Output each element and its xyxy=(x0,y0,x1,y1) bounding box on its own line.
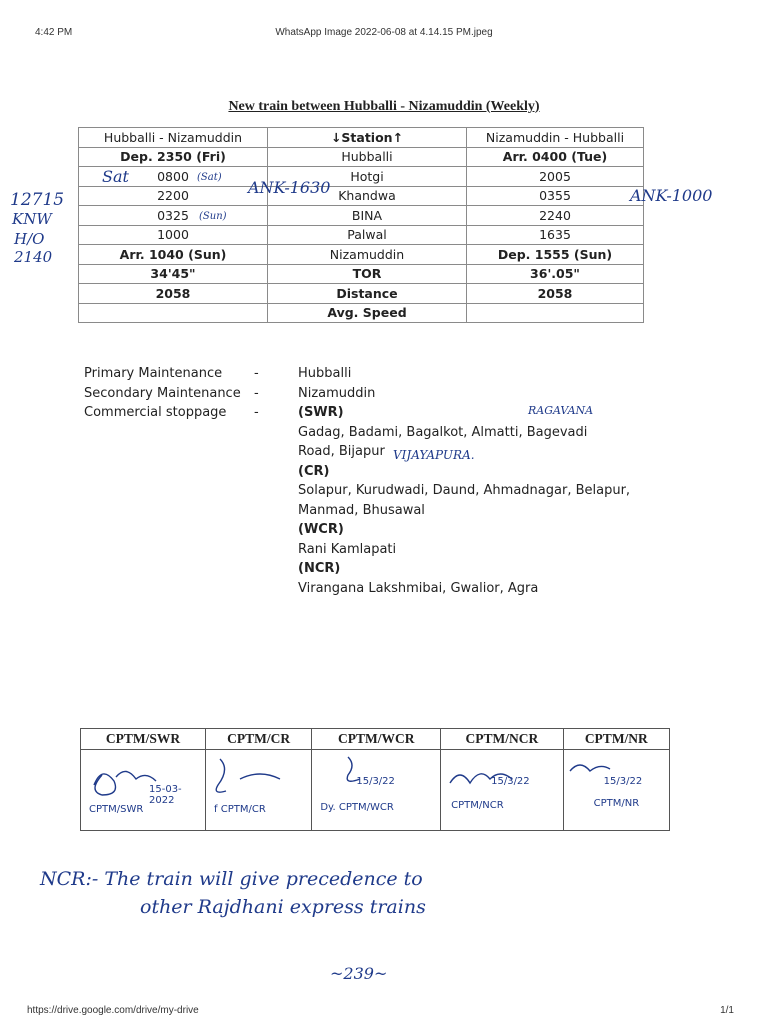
station-name: Palwal xyxy=(268,225,467,245)
secondary-maintenance-label: Secondary Maintenance xyxy=(84,385,241,401)
margin-note: 12715 xyxy=(10,190,65,210)
signature-header: CPTM/NR xyxy=(563,729,669,750)
schedule-row xyxy=(79,186,644,206)
signature-header: CPTM/WCR xyxy=(312,729,441,750)
signature-header: CPTM/SWR xyxy=(81,729,206,750)
stoppage-stations: Manmad, Bhusawal xyxy=(298,502,425,518)
margin-note: 2140 xyxy=(14,248,53,266)
signature-note: 15/3/22 xyxy=(356,776,395,787)
print-time: 4:42 PM xyxy=(35,27,73,38)
margin-note: H/O xyxy=(14,230,45,248)
down-time: 2058 xyxy=(79,284,268,304)
station-name: Avg. Speed xyxy=(268,303,467,323)
signature-note: 15/3/22 xyxy=(603,776,643,787)
down-time: Dep. 2350 (Fri) xyxy=(79,147,268,167)
vijayapura-note: VIJAYAPURA. xyxy=(393,448,475,462)
up-time: 2005 xyxy=(467,167,644,187)
schedule-row xyxy=(79,206,644,226)
dash: - xyxy=(254,366,259,381)
ncr-note-line2: other Rajdhani express trains xyxy=(140,896,426,918)
stoppage-stations: Rani Kamlapati xyxy=(298,541,397,557)
signature-header: CPTM/CR xyxy=(206,729,312,750)
maintenance-labels xyxy=(84,364,298,423)
station-name: TOR xyxy=(268,264,467,284)
primary-maintenance-value: Hubballi xyxy=(298,366,352,381)
signature-note: 15-03-2022 xyxy=(149,784,182,806)
up-time xyxy=(467,303,644,323)
sun-small-note: (Sun) xyxy=(199,211,227,222)
ank-up-note: ANK-1000 xyxy=(630,186,713,205)
schedule-table xyxy=(78,127,644,323)
stoppage-stations: Virangana Lakshmibai, Gwalior, Agra xyxy=(298,580,539,596)
header-station: ↓Station↑ xyxy=(268,128,467,148)
signature-note: CPTM/NR xyxy=(593,798,640,809)
dash: - xyxy=(254,405,259,420)
up-time: Dep. 1555 (Sun) xyxy=(467,245,644,265)
down-time: 34'45" xyxy=(79,264,268,284)
up-time: Arr. 0400 (Tue) xyxy=(467,147,644,167)
stoppage-stations: Gadag, Badami, Bagalkot, Almatti, Bagevadi xyxy=(298,424,588,440)
stoppage-stations: Road, Bijapur xyxy=(298,444,385,459)
ank-down-note: ANK-1630 xyxy=(248,178,331,197)
down-time: 0800 xyxy=(79,167,268,187)
signature-note: 15/3/22 xyxy=(491,776,530,787)
print-title: WhatsApp Image 2022-06-08 at 4.14.15 PM.jpeg xyxy=(275,27,493,38)
signature-header-row xyxy=(81,729,670,750)
station-name: Distance xyxy=(268,284,467,304)
schedule-row xyxy=(79,264,644,284)
up-time: 0355 xyxy=(467,186,644,206)
down-time: 2200 xyxy=(79,186,268,206)
primary-maintenance-label: Primary Maintenance xyxy=(84,366,223,381)
station-name: Hotgi xyxy=(268,167,467,187)
signature-ncr xyxy=(450,774,512,783)
down-time xyxy=(79,303,268,323)
signature-wcr xyxy=(347,757,360,781)
up-time: 1635 xyxy=(467,225,644,245)
print-header xyxy=(0,27,768,41)
footer-page: 1/1 xyxy=(720,1005,734,1016)
station-name: Khandwa xyxy=(268,186,467,206)
schedule-row xyxy=(79,303,644,323)
commercial-stoppage-label: Commercial stoppage xyxy=(84,405,227,420)
footer-url: https://drive.google.com/drive/my-drive xyxy=(27,1005,199,1016)
dash: - xyxy=(254,385,259,401)
signature-swr xyxy=(94,771,156,795)
signature-header: CPTM/NCR xyxy=(441,729,564,750)
signature-note: f CPTM/CR xyxy=(214,804,266,815)
sat-note: Sat xyxy=(102,167,129,186)
schedule-row xyxy=(79,147,644,167)
document-title: New train between Hubballi - Nizamuddin (Weekly) xyxy=(228,99,540,114)
schedule-row xyxy=(79,167,644,187)
signature-note: Dy. CPTM/WCR xyxy=(320,802,394,813)
signature-scribbles xyxy=(80,749,670,831)
header-up-direction: Nizamuddin - Hubballi xyxy=(467,128,644,148)
signature-note: CPTM/NCR xyxy=(451,800,504,811)
secondary-maintenance-value: Nizamuddin xyxy=(298,385,376,401)
ncr-note-line1: NCR:- The train will give precedence to xyxy=(40,868,423,890)
up-time: 36'.05" xyxy=(467,264,644,284)
header-down-direction: Hubballi - Nizamuddin xyxy=(79,128,268,148)
stoppage-zone: (WCR) xyxy=(298,522,344,537)
signature-nr xyxy=(570,765,610,771)
stoppage-stations: Solapur, Kurudwadi, Daund, Ahmadnagar, Belapur, xyxy=(298,483,631,498)
station-name: BINA xyxy=(268,206,467,226)
schedule-row xyxy=(79,225,644,245)
stoppage-zone: (NCR) xyxy=(298,561,341,576)
stoppage-zone: (SWR) xyxy=(298,405,344,420)
maintenance-values xyxy=(298,364,630,598)
schedule-header-row xyxy=(79,128,644,148)
margin-note: KNW xyxy=(12,210,52,228)
down-time: Arr. 1040 (Sun) xyxy=(79,245,268,265)
schedule-row xyxy=(79,284,644,304)
station-name: Nizamuddin xyxy=(268,245,467,265)
signature-cr xyxy=(216,759,280,792)
signature-note: CPTM/SWR xyxy=(89,804,144,815)
down-time: 0325 xyxy=(79,206,268,226)
schedule-row xyxy=(79,245,644,265)
page-number: ~239~ xyxy=(330,964,388,983)
stoppage-zone: (CR) xyxy=(298,463,330,479)
up-time: 2058 xyxy=(467,284,644,304)
down-time: 1000 xyxy=(79,225,268,245)
sat-small-note: (Sat) xyxy=(197,172,222,183)
raghavana-note: RAGAVANA xyxy=(528,404,594,417)
station-name: Hubballi xyxy=(268,147,467,167)
up-time: 2240 xyxy=(467,206,644,226)
